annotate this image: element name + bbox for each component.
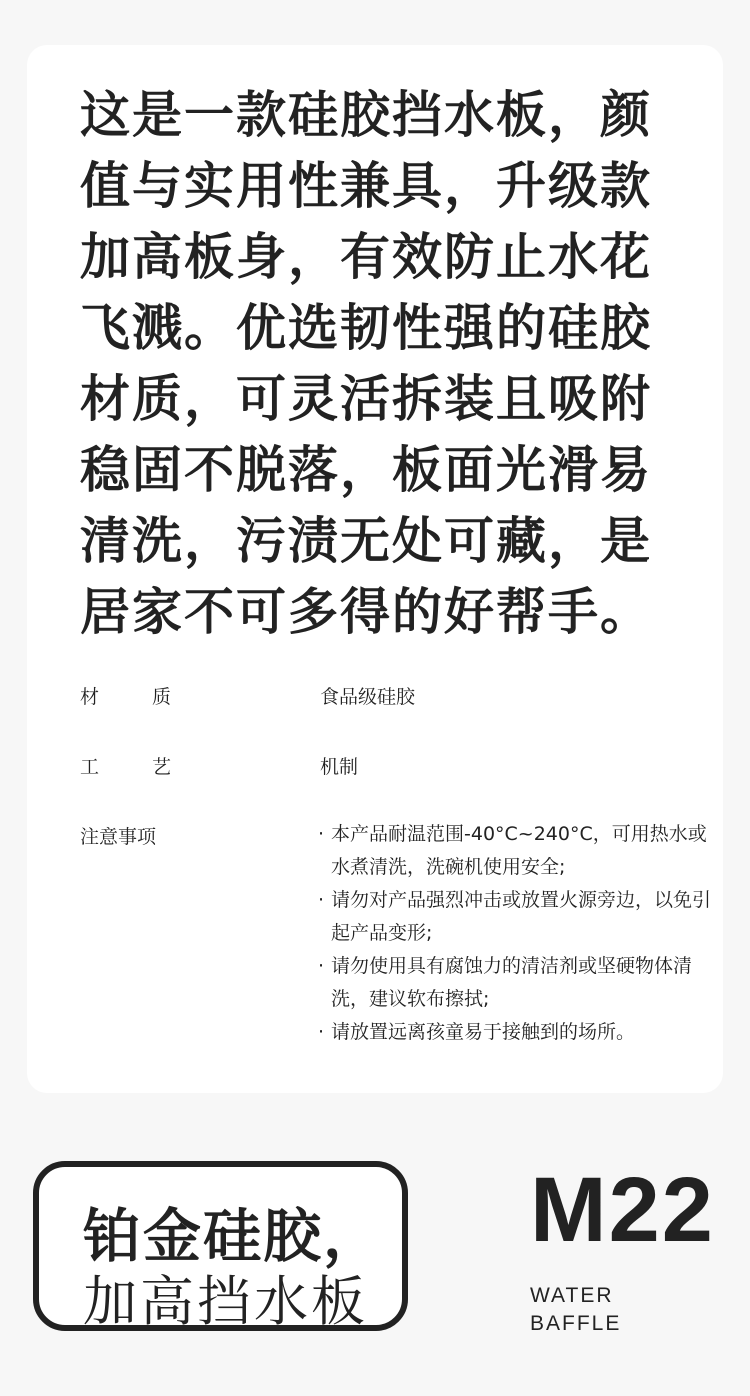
product-description-headline: 这是一款硅胶挡水板，颜值与实用性兼具，升级款加高板身，有效防止水花飞溅。优选韧性强的硅胶材质，可灵活拆装且吸附稳固不脱落，板面光滑易清洗，污渍无处可藏，是居家不可多得的好帮手。 — [80, 86, 652, 641]
note-text: 请勿对产品强烈冲击或放置火源旁边，以免引起产品变形; — [331, 889, 712, 944]
note-text: 本产品耐温范围-40°C~240°C，可用热水或水煮清洗，洗碗机使用安全; — [331, 823, 707, 878]
note-item — [318, 950, 718, 1016]
note-item — [318, 818, 718, 884]
spec-value-process: 机制 — [320, 756, 359, 778]
spec-value-material: 食品级硅胶 — [320, 686, 416, 708]
note-text: 请勿使用具有腐蚀力的清洁剂或坚硬物体清洗，建议软布擦拭; — [331, 955, 693, 1010]
spec-label-char: 工 — [80, 756, 100, 778]
spec-label-material — [80, 682, 280, 709]
badge-title: 铂金硅胶， — [83, 1202, 384, 1270]
note-item — [318, 884, 718, 950]
badge-subtitle: 加高挡水板 — [83, 1270, 368, 1333]
spec-label-notes: 注意事项 — [80, 826, 157, 848]
bullet-icon: · — [318, 823, 325, 845]
english-name-line1: WATER — [530, 1284, 614, 1307]
model-number: M22 — [530, 1159, 715, 1261]
bullet-icon: · — [318, 1021, 325, 1043]
spec-label-char: 质 — [152, 686, 172, 708]
english-product-name — [530, 1282, 621, 1338]
feature-badge — [33, 1161, 408, 1331]
spec-label-process — [80, 752, 280, 779]
note-item — [318, 1016, 718, 1049]
bullet-icon: · — [318, 889, 325, 911]
spec-label-char: 材 — [80, 686, 100, 708]
bullet-icon: · — [318, 955, 325, 977]
note-text: 请放置远离孩童易于接触到的场所。 — [331, 1021, 636, 1043]
english-name-line2: BAFFLE — [530, 1312, 622, 1335]
notes-list — [318, 818, 718, 1049]
spec-label-char: 艺 — [152, 756, 172, 778]
